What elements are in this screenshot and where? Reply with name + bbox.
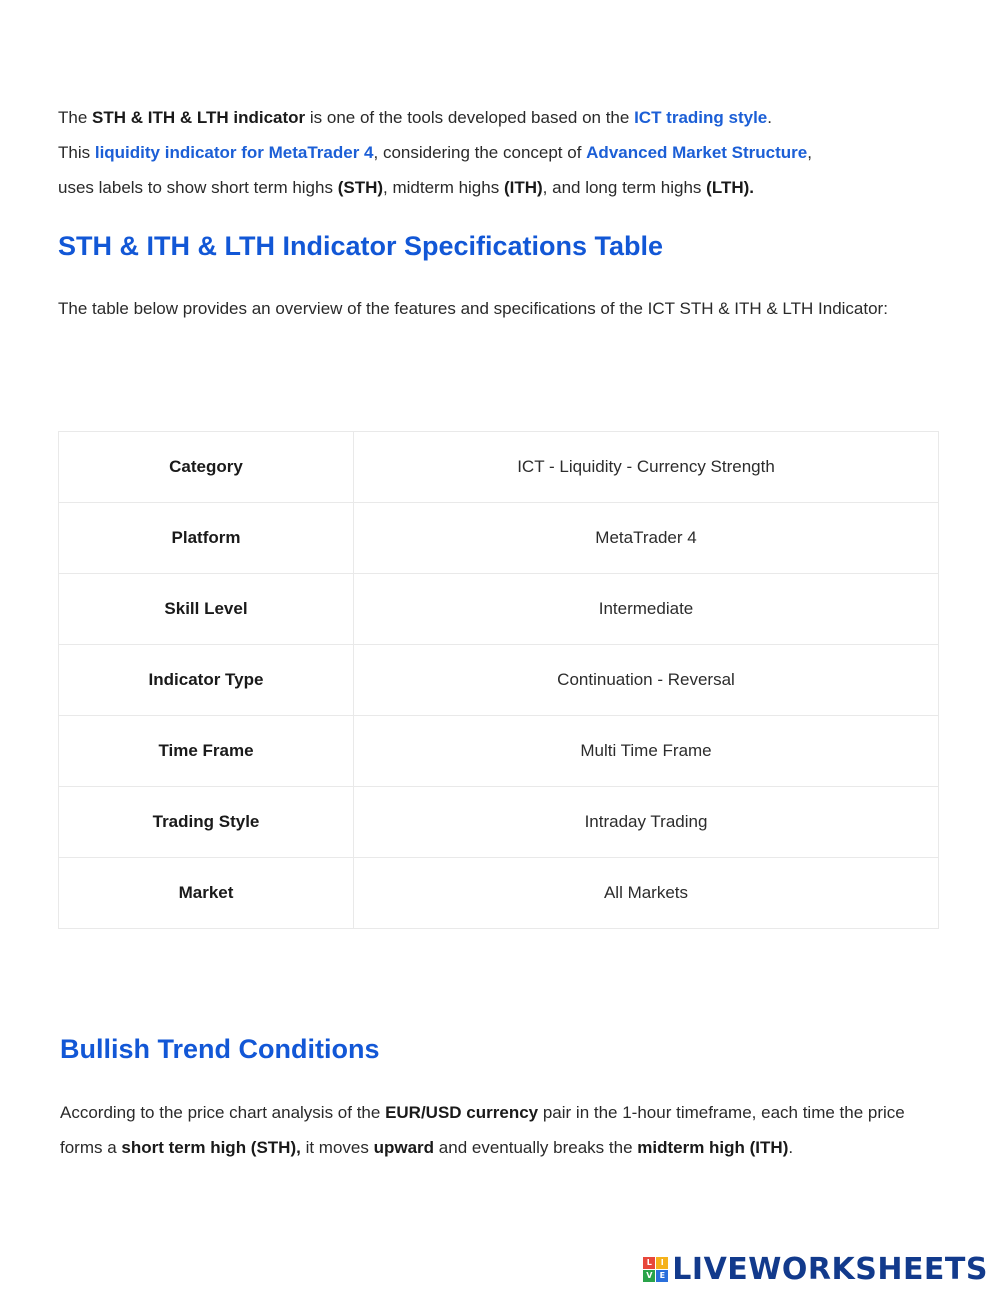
logo-mark-e: E (656, 1270, 668, 1282)
spec-value: Intraday Trading (354, 787, 939, 858)
text: According to the price chart analysis of the (60, 1103, 386, 1122)
text: This (58, 143, 95, 162)
spec-key: Platform (59, 503, 354, 574)
spec-key: Skill Level (59, 574, 354, 645)
sth-term: short term high (STH), (121, 1138, 301, 1157)
text: and eventually breaks the (434, 1138, 638, 1157)
text: . (767, 108, 772, 127)
spec-value: Multi Time Frame (354, 716, 939, 787)
text: , and long term highs (542, 178, 707, 197)
spec-key: Market (59, 858, 354, 929)
advanced-market-structure-link[interactable]: Advanced Market Structure (586, 143, 808, 162)
sth-label: (STH) (337, 178, 384, 197)
spec-value: Continuation - Reversal (354, 645, 939, 716)
spec-table (58, 431, 939, 929)
logo-mark-v: V (643, 1270, 655, 1282)
spec-value: MetaTrader 4 (354, 503, 939, 574)
liveworksheets-logo (643, 1252, 988, 1287)
bullish-heading: Bullish Trend Conditions (60, 1034, 380, 1064)
ict-trading-style-link[interactable]: ICT trading style (634, 108, 768, 127)
liquidity-indicator-link[interactable]: liquidity indicator for MetaTrader 4 (94, 143, 374, 162)
ith-term: midterm high (ITH) (637, 1138, 789, 1157)
direction-term: upward (373, 1138, 435, 1157)
text: , considering the concept of (373, 143, 587, 162)
table-row (59, 645, 939, 716)
ith-label: (ITH) (503, 178, 543, 197)
spec-key: Indicator Type (59, 645, 354, 716)
spec-intro-paragraph: The table below provides an overview of the features and specifications of the ICT STH & ITH & LTH Indicator: (58, 299, 888, 318)
spec-value: ICT - Liquidity - Currency Strength (354, 432, 939, 503)
table-row (59, 574, 939, 645)
table-row (59, 432, 939, 503)
table-row (59, 716, 939, 787)
text: , midterm highs (383, 178, 504, 197)
spec-value: All Markets (354, 858, 939, 929)
text: The (58, 108, 93, 127)
logo-text: LIVEWORKSHEETS (672, 1252, 988, 1287)
spec-value: Intermediate (354, 574, 939, 645)
lth-label: (LTH). (706, 178, 754, 197)
intro-paragraph (58, 100, 938, 205)
spec-key: Time Frame (59, 716, 354, 787)
logo-mark-i: I (656, 1257, 668, 1269)
table-row (59, 787, 939, 858)
text: uses labels to show short term highs (58, 178, 338, 197)
text: is one of the tools developed based on the (305, 108, 635, 127)
liveworksheets-logo-icon (643, 1257, 668, 1282)
table-row (59, 858, 939, 929)
table-row (59, 503, 939, 574)
spec-key: Category (59, 432, 354, 503)
logo-mark-l: L (643, 1257, 655, 1269)
bullish-paragraph (60, 1095, 930, 1165)
spec-key: Trading Style (59, 787, 354, 858)
text: , (807, 143, 812, 162)
text: it moves (300, 1138, 374, 1157)
text: pair in the 1-hour timeframe, each time the price forms a (60, 1103, 905, 1157)
indicator-name: STH & ITH & LTH indicator (92, 108, 306, 127)
text: . (788, 1138, 794, 1157)
spec-heading: STH & ITH & LTH Indicator Specifications Table (58, 231, 664, 261)
currency-pair: EUR/USD currency (385, 1103, 539, 1122)
